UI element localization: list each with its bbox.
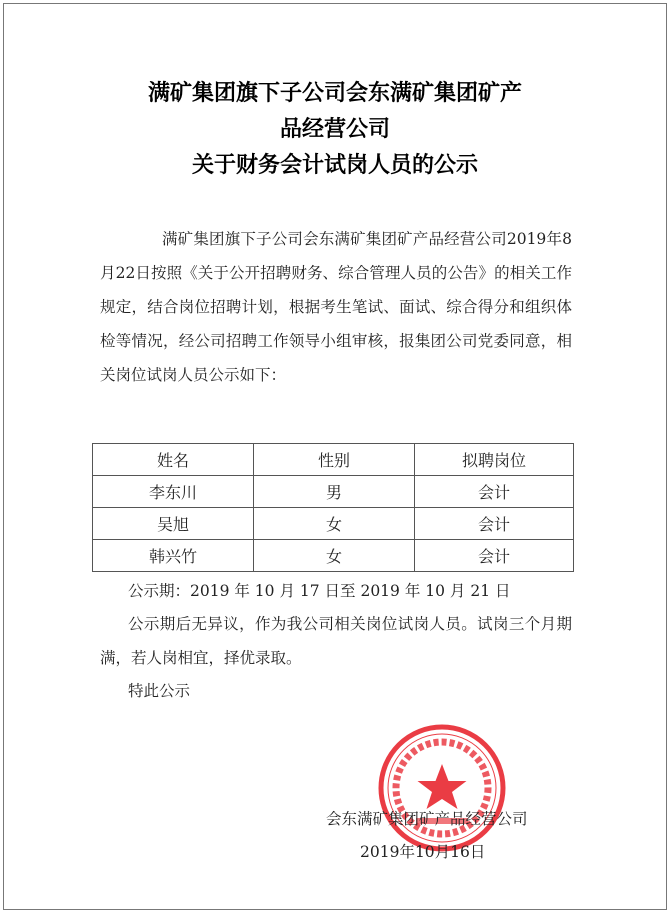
signature-organization: 会东满矿集团矿产品经营公司 [326,810,528,828]
table-header-cell: 拟聘岗位 [415,444,574,476]
table-cell: 会计 [415,540,574,572]
title-line-2: 品经营公司 [279,117,390,142]
closing-text: 特此公示 [128,682,191,700]
document-title [4,76,666,184]
table-cell: 韩兴竹 [93,540,254,572]
table-row [93,476,574,508]
body-paragraph: 满矿集团旗下子公司会东满矿集团矿产品经营公司2019年8月22日按照《关于公开招聘财务、综合管理人员的公告》的相关工作规定，结合岗位招聘计划，根据考生笔试、面试、综合得分和组织体检等情况，经公司招聘工作领导小组审核，报集团公司党委同意，相关岗位试岗人员公示如下： [100,230,572,384]
table-header-cell: 性别 [254,444,415,476]
second-paragraph: 公示期后无异议，作为我公司相关岗位试岗人员。试岗三个月期满，若人岗相宜，择优录取。 [100,615,572,667]
title-line-1: 满矿集团旗下子公司会东满矿集团矿产 [147,81,522,106]
table-cell: 会计 [415,508,574,540]
table-cell: 吴旭 [93,508,254,540]
table-row [93,508,574,540]
document-page [3,3,667,910]
table-cell: 会计 [415,476,574,508]
personnel-table [92,443,574,572]
table-header-row [93,444,574,476]
table-cell: 李东川 [93,476,254,508]
table-header-cell: 姓名 [93,444,254,476]
signature-date: 2019年10月16日 [360,843,486,861]
table-cell: 女 [254,540,415,572]
table-row [93,540,574,572]
title-line-3: 关于财务会计试岗人员的公示 [191,153,478,178]
table-cell: 男 [254,476,415,508]
official-seal-icon [376,722,508,854]
table-cell: 女 [254,508,415,540]
notice-period: 公示期：2019 年 10 月 17 日至 2019 年 10 月 21 日 [128,582,511,600]
